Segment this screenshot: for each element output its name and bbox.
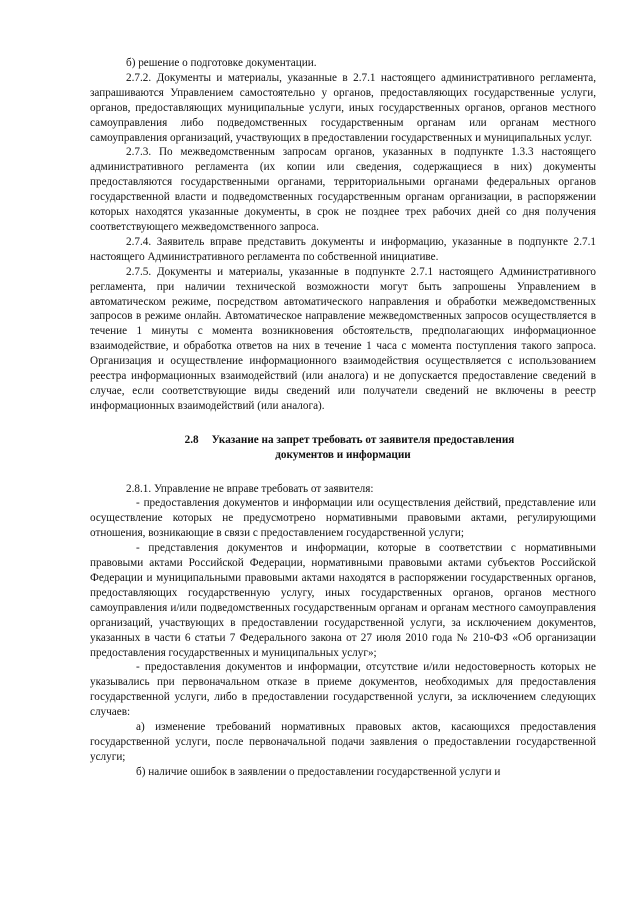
list-item-a: а) изменение требований нормативных правовых актов, касающихся предоставления государственной услуги, после первоначальной подачи заявления о предоставлении государственной услуги; xyxy=(90,721,596,763)
list-item-dash-3: - предоставления документов и информации, отсутствие и/или недостоверность которых не указывались при первоначальном отказе в приеме документов, необходимых для предоставления государственной услуги, либо в предоставлении государственной услуги, за исключением следующих случаев: xyxy=(90,661,596,719)
paragraph-2-7-2: 2.7.2. Документы и материалы, указанные в 2.7.1 настоящего административного регламента, запрашиваются Управлением самостоятельно у органов, предоставляющих государственные услуги, органов, предоставляющих муниципальные услуги, иных государственных органов, органов местного самоуправления либо подведомственных государственным органам или органам местного самоуправления организаций, участвующих в предоставлении государственных и муниципальных услуг. xyxy=(90,71,596,144)
heading-number: 2.8 xyxy=(184,433,199,446)
heading-line-1 xyxy=(90,433,596,448)
paragraph-2-7-3: 2.7.3. По межведомственным запросам органов, указанных в подпункте 1.3.3 настоящего административного регламента (их копии или сведения, содержащиеся в них) документы предоставляются государственными органами, территориальными органами федеральных органов государственной власти и подведомственных государственным органам организации, в распоряжении которых находятся указанные документы, в срок не позднее трех рабочих дней со дня получения соответствующего межведомственного запроса. xyxy=(90,146,596,233)
heading-title-line-1: Указание на запрет требовать от заявителя предоставления xyxy=(211,433,515,446)
list-item-b: б) наличие ошибок в заявлении о предоставлении государственной услуги и xyxy=(136,765,501,778)
heading-title-line-2: документов и информации xyxy=(275,448,411,461)
paragraph-2-8-1: 2.8.1. Управление не вправе требовать от заявителя: xyxy=(126,482,374,495)
paragraph-2-7-5: 2.7.5. Документы и материалы, указанные в подпункте 2.7.1 настоящего Административного регламента, при наличии технической возможности могут быть запрошены Управлением в автоматическом режиме, посредством автоматического направления и обработки межведомственных запросов в режиме онлайн. Автоматическое направление межведомственных запросов осуществляется в течение 1 минуты с момента возникновения обстоятельств, предполагающих информационное взаимодействие, и обработка ответов на них в течение 1 часа с момента поступления такого запроса. Организация и осуществление информационного взаимодействия осуществляется с использованием реестра информационных взаимодействий (или аналога) и не допускается предоставление сведений в случае, если соответствующие виды сведений или получатели сведений не включены в реестр информационных взаимодействий (или аналога). xyxy=(90,265,596,412)
section-heading-2-8 xyxy=(90,433,596,463)
document-page xyxy=(90,56,596,780)
list-item-dash-2: - представления документов и информации, которые в соответствии с нормативными правовыми актами Российской Федерации, нормативными правовыми актами субъектов Российской Федерации и муниципальными правовыми актами находятся в распоряжении государственных органов, предоставляющих государственную услугу, иных государственных органов, органов местного самоуправления и/или подведомственных государственным органам и органам местного самоуправления организаций, участвующих в предоставлении государственной услуги, за исключением документов, указанных в части 6 статьи 7 Федерального закона от 27 июля 2010 года № 210-ФЗ «Об организации предоставления государственных и муниципальных услуг»; xyxy=(90,542,596,659)
paragraph-2-7-4: 2.7.4. Заявитель вправе представить документы и информацию, указанные в подпункте 2.7.1 настоящего Административного регламента по собственной инициативе. xyxy=(90,235,596,263)
list-item-dash-1: - предоставления документов и информации или осуществления действий, представление или осуществление которых не предусмотрено нормативными правовыми актами, регулирующими отношения, возникающие в связи с предоставлением государственной услуги; xyxy=(90,497,596,540)
paragraph-b-decision: б) решение о подготовке документации. xyxy=(126,57,317,69)
